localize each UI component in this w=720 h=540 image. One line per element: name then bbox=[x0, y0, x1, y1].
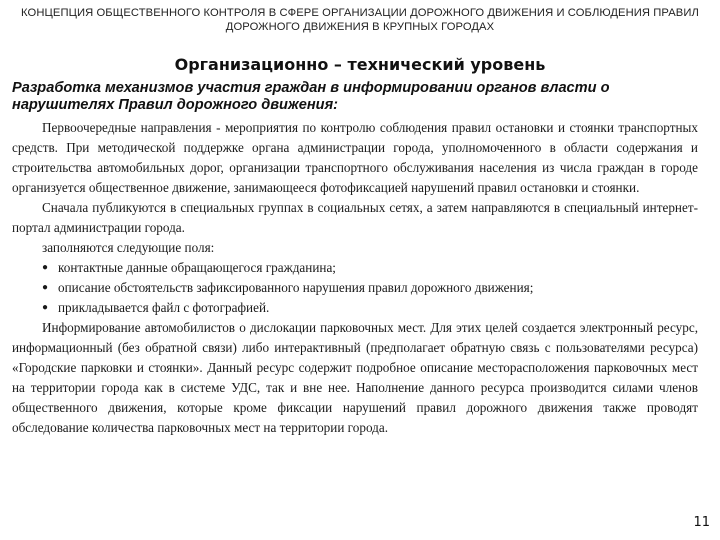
list-item bbox=[12, 258, 698, 278]
list-item-text: описание обстоятельств зафиксированного нарушения правил дорожного движения; bbox=[58, 280, 534, 295]
section-subtitle: Организационно – технический уровень bbox=[174, 55, 546, 74]
list-item-text: прикладывается файл с фотографией. bbox=[58, 300, 270, 315]
fields-list bbox=[12, 258, 698, 318]
paragraph-measures: Первоочередные направления - мероприятия по контролю соблюдения правил остановки и стоянки транспортных средств. При методической поддержке органа администрации города, уполномоченного в области содержания и строительства автомобильных дорог, организации транспортного обслуживания населения из числа граждан в городе организуется общественное движение, занимающееся фотофиксацией нарушений правил остановки и стоянки. bbox=[12, 120, 698, 195]
bullet-icon: ● bbox=[42, 282, 49, 293]
paragraph-parking-info: Информирование автомобилистов о дислокации парковочных мест. Для этих целей создается электронный ресурс, информационный (без обратной связи) либо интерактивный (предполагает обратную связь с пользователями ресурса) «Городские парковки и стоянки». Данный ресурс содержит подробное описание месторасположения парковочных мест на территории города как в системе УДС, так и вне нее. Наполнение данного ресурса производится силами членов общественного движения, которые кроме фиксации нарушений правил дорожного движения также проводят обследование количества парковочных мест на территории города. bbox=[12, 320, 698, 435]
list-item bbox=[12, 278, 698, 298]
list-item-text: контактные данные обращающегося гражданина; bbox=[58, 260, 336, 275]
list-item bbox=[12, 298, 698, 318]
paragraph-fields-intro: заполняются следующие поля: bbox=[42, 240, 215, 255]
bullet-icon: ● bbox=[42, 262, 49, 273]
paragraph-publication: Сначала публикуются в специальных группах в социальных сетях, а затем направляются в специальный интернет-портал администрации города. bbox=[12, 200, 698, 235]
body-text bbox=[12, 118, 698, 438]
page-number: 11 bbox=[693, 515, 710, 530]
bullet-icon: ● bbox=[42, 302, 49, 313]
section-heading: Разработка механизмов участия граждан в информировании органов власти о нарушителях Правил дорожного движения: bbox=[12, 80, 610, 113]
document-header: КОНЦЕПЦИЯ ОБЩЕСТВЕННОГО КОНТРОЛЯ В СФЕРЕ ОРГАНИЗАЦИИ ДОРОЖНОГО ДВИЖЕНИЯ И СОБЛЮДЕНИЯ ПРАВИЛ ДОРОЖНОГО ДВИЖЕНИЯ В КРУПНЫХ ГОРОДАХ bbox=[21, 7, 699, 33]
